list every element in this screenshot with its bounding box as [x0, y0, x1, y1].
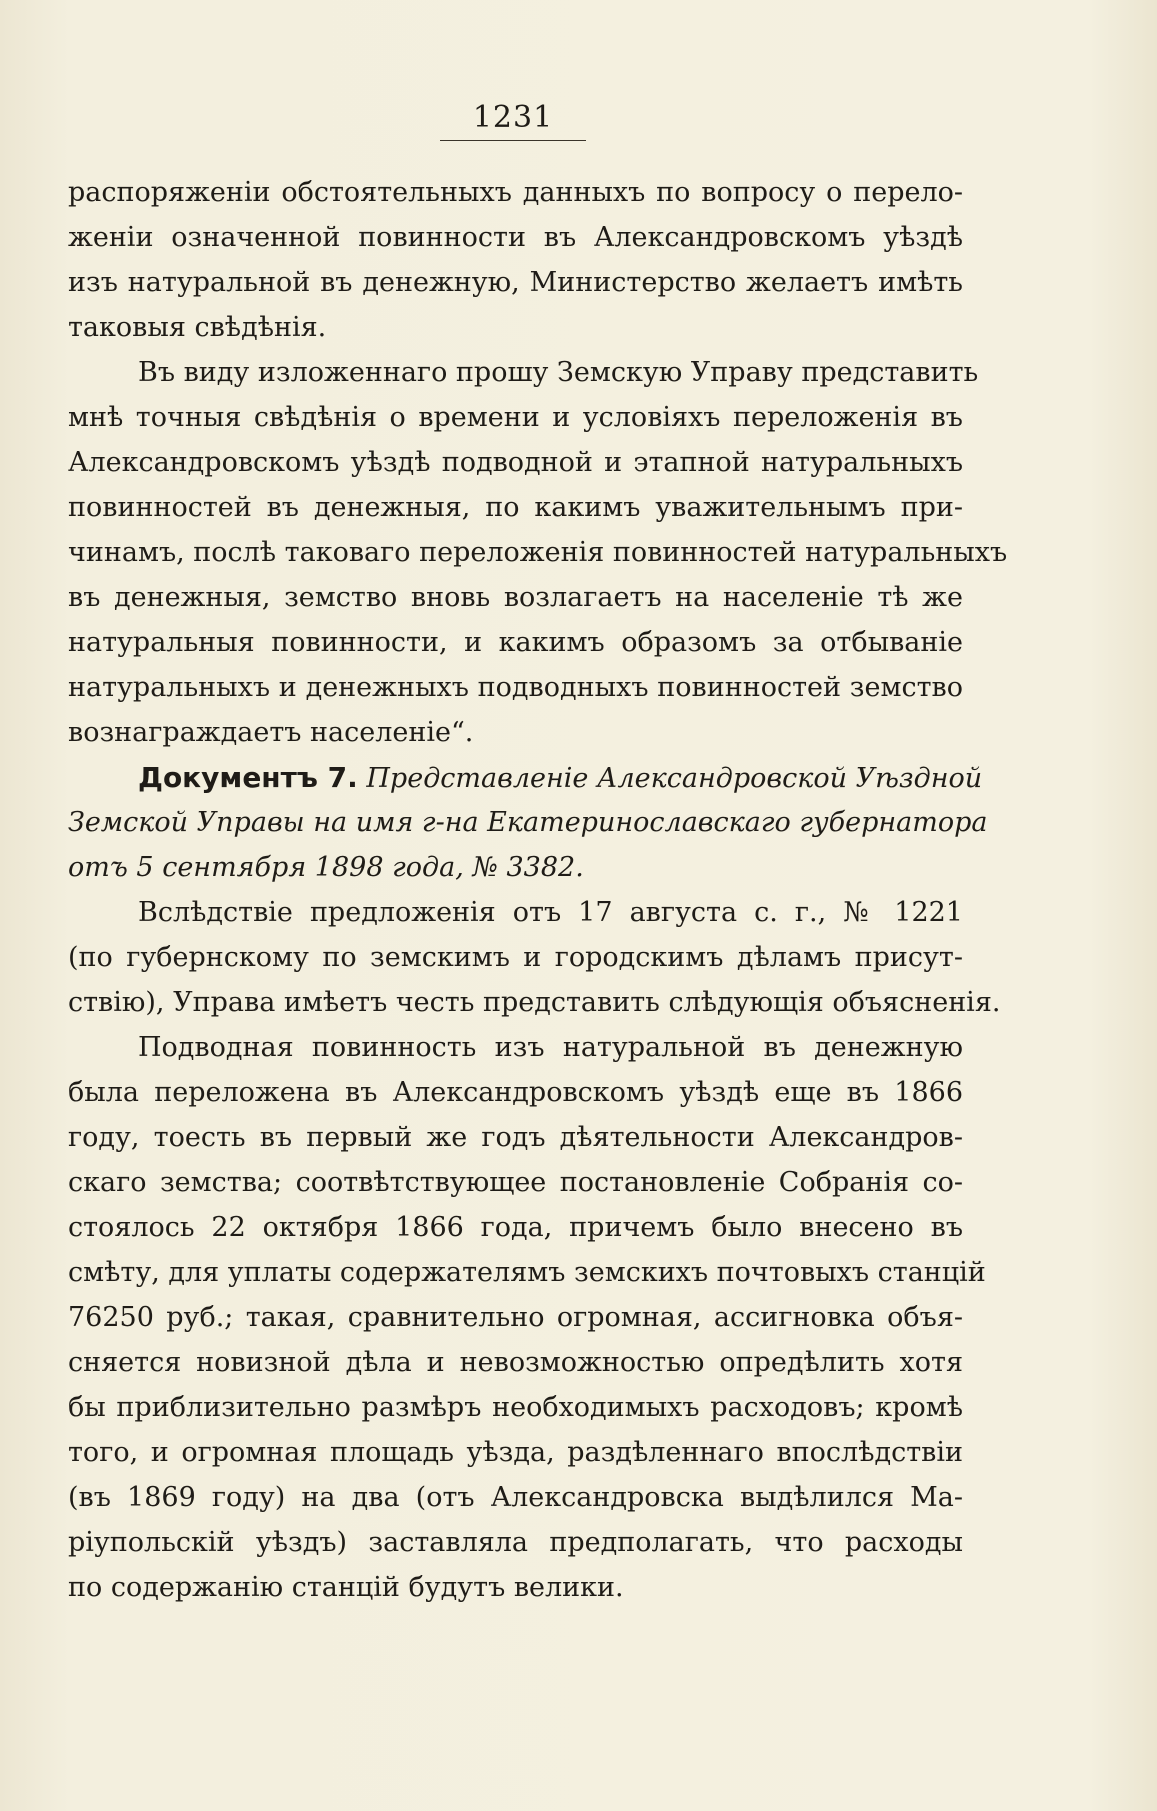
text-line: Подводная повинность изъ натуральной въ денежную — [138, 1032, 963, 1063]
text-line: (по губернскому по земскимъ и городскимъ дѣламъ присут- — [68, 942, 963, 973]
text-line: таковыя свѣдѣнія. — [68, 312, 327, 343]
text-line: Въ виду изложеннаго прошу Земскую Управу представить — [138, 357, 979, 388]
text-line: чинамъ, послѣ таковаго переложенія повинностей натуральныхъ — [68, 537, 1008, 568]
text-line: женіи означенной повинности въ Александровскомъ уѣздѣ — [68, 222, 963, 253]
document-title: Земской Управы на имя г-на Екатеринославскаго губернатора — [68, 807, 988, 838]
text-line: бы приблизительно размѣръ необходимыхъ расходовъ; кромѣ — [68, 1392, 963, 1423]
text-line: Вслѣдствіе предложенія отъ 17 августа с. г., № 1221 — [138, 897, 963, 928]
text-line: мнѣ точныя свѣдѣнія о времени и условіяхъ переложенія въ — [68, 402, 963, 433]
document-title: Представленіе Александровской Уѣздной — [366, 763, 983, 794]
document-title: отъ 5 сентября 1898 года, № 3382. — [68, 852, 584, 883]
text-line: изъ натуральной въ денежную, Министерство желаетъ имѣть — [68, 267, 963, 298]
page-number-rule — [440, 140, 586, 141]
text-line: того, и огромная площадь уѣзда, раздѣленнаго впослѣдствіи — [68, 1437, 963, 1468]
text-line: сняется новизной дѣла и невозможностью опредѣлить хотя — [68, 1347, 963, 1378]
text-line: повинностей въ денежныя, по какимъ уважительнымъ при- — [68, 492, 963, 523]
text-line: (въ 1869 году) на два (отъ Александровска выдѣлился Ма- — [68, 1482, 963, 1513]
text-line: году, тоесть въ первый же годъ дѣятельности Александров- — [68, 1122, 963, 1153]
text-line: ріупольскій уѣздъ) заставляла предполагать, что расходы — [68, 1527, 963, 1558]
text-line: была переложена въ Александровскомъ уѣздѣ еще въ 1866 — [68, 1077, 963, 1108]
text-line: Александровскомъ уѣздѣ подводной и этапной натуральныхъ — [68, 447, 963, 478]
text-line: скаго земства; соотвѣтствующее постановленіе Собранія со- — [68, 1167, 963, 1198]
text-line: ствію), Управа имѣетъ честь представить слѣдующія объясненія. — [68, 987, 1001, 1018]
text-line: натуральныхъ и денежныхъ подводныхъ повинностей земство — [68, 672, 963, 703]
text-line: 76250 руб.; такая, сравнительно огромная, ассигновка объя- — [68, 1302, 963, 1333]
page-number: 1231 — [472, 100, 554, 135]
text-line: распоряженіи обстоятельныхъ данныхъ по вопросу о перело- — [68, 177, 963, 208]
text-line: стоялось 22 октября 1866 года, причемъ было внесено въ — [68, 1212, 963, 1243]
text-line: по содержанію станцій будутъ велики. — [68, 1572, 624, 1603]
page-body — [68, 170, 1008, 1610]
text-line: вознаграждаетъ населеніе“. — [68, 717, 474, 748]
text-line: въ денежныя, земство вновь возлагаетъ на населеніе тѣ же — [68, 582, 963, 613]
text-line: смѣту, для уплаты содержателямъ земскихъ почтовыхъ станцій — [68, 1257, 986, 1288]
text-line: натуральныя повинности, и какимъ образомъ за отбываніе — [68, 627, 963, 658]
document-heading-line — [68, 755, 983, 800]
document-label: Документъ 7. — [138, 761, 358, 794]
